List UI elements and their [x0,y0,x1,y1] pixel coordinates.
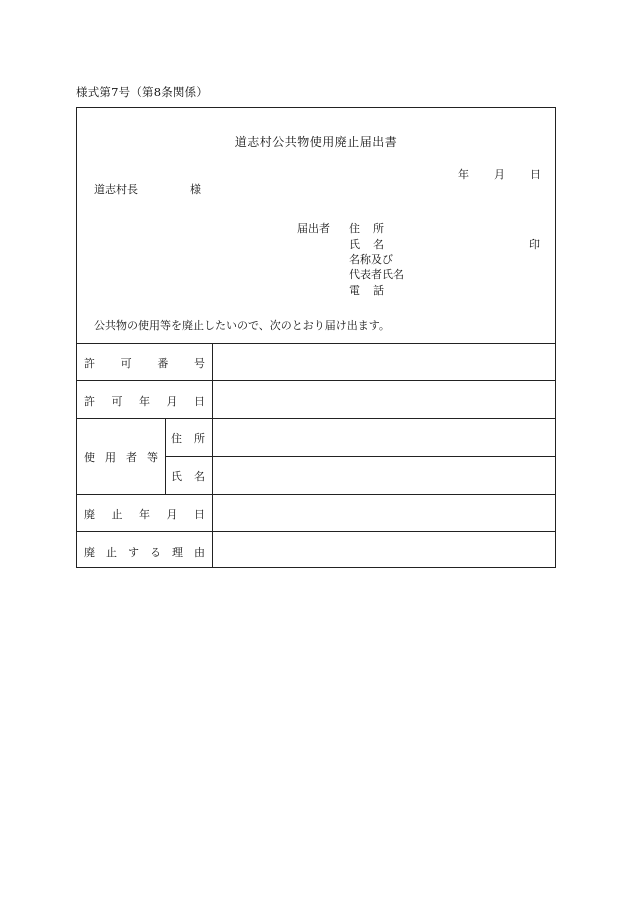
addressee-name: 道志村長 [94,183,138,196]
date-month-label: 月 [494,168,505,181]
form-title: 道志村公共物使用廃止届出書 [234,135,398,149]
date-day-label: 日 [530,168,541,181]
permit-date-field[interactable] [213,381,555,418]
abolish-date-field[interactable] [213,495,555,531]
form-number: 様式第7号（第8条関係） [76,85,209,99]
permit-number-field[interactable] [213,344,555,380]
notifier-name-label: 氏 名 [349,238,384,251]
corp-name-label-line1: 名称及び [349,253,393,266]
notification-form [76,107,556,568]
date-year-label: 年 [458,168,469,181]
notifier-phone-label: 電 話 [349,284,384,297]
column-divider [165,418,166,494]
permit-date-label: 許 可 年 月 日 [84,395,205,408]
user-label: 使 用 者 等 [84,451,158,464]
statement-text: 公共物の使用等を廃止したいので、次のとおり届け出ます。 [94,319,390,332]
user-address-label: 住 所 [171,432,205,445]
user-name-label: 氏 名 [171,470,205,483]
reason-label: 廃 止 す る 理 由 [84,546,205,559]
addressee-honorific: 様 [190,183,201,196]
seal-mark: 印 [529,238,540,251]
permit-number-label: 許 可 番 号 [84,357,205,370]
notifier-label: 届出者 [297,222,330,235]
notifier-address-label: 住 所 [349,222,384,235]
user-name-field[interactable] [213,457,555,494]
corp-name-label-line2: 代表者氏名 [349,268,404,281]
abolish-date-label: 廃 止 年 月 日 [84,508,205,521]
user-address-field[interactable] [213,419,555,456]
reason-field[interactable] [213,532,555,567]
